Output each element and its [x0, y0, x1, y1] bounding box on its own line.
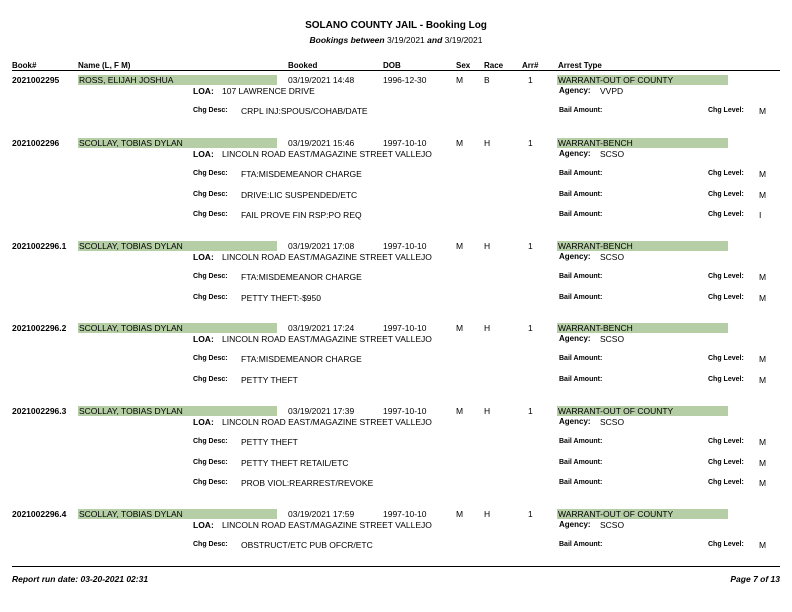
report-run-date: Report run date: 03-20-2021 02:31	[12, 574, 149, 584]
column-header-race: Race	[484, 61, 504, 70]
report-title: SOLANO COUNTY JAIL - Booking Log	[305, 20, 487, 31]
bail-amount-label: Bail Amount:	[559, 438, 603, 445]
subtitle-and: and	[427, 35, 443, 45]
subtitle-end-date: 3/19/2021	[444, 35, 483, 45]
chg-desc-value: FTA:MISDEMEANOR CHARGE	[241, 272, 362, 282]
arrest-type: WARRANT-BENCH	[557, 323, 728, 333]
bail-amount-label: Bail Amount:	[559, 479, 603, 486]
chg-level-label: Chg Level:	[708, 479, 744, 486]
arrest-type: WARRANT-OUT OF COUNTY	[557, 509, 728, 519]
charge-line	[0, 540, 792, 550]
date-of-birth: 1996-12-30	[383, 75, 427, 85]
date-of-birth: 1997-10-10	[383, 241, 427, 251]
bail-amount-label: Bail Amount:	[559, 294, 603, 301]
booking-row	[0, 75, 792, 85]
chg-desc-value: OBSTRUCT/ETC PUB OFCR/ETC	[241, 540, 373, 550]
subtitle-prefix: Bookings between	[309, 35, 385, 45]
page-number: Page 7 of 13	[730, 574, 780, 584]
chg-desc-label: Chg Desc:	[193, 191, 228, 198]
book-number: 2021002296.2	[12, 323, 67, 333]
loa-label: LOA:	[193, 252, 214, 262]
chg-desc-label: Chg Desc:	[193, 170, 228, 177]
book-number: 2021002296.3	[12, 406, 67, 416]
bail-amount-label: Bail Amount:	[559, 355, 603, 362]
arrest-count: 1	[528, 138, 533, 148]
chg-desc-value: PROB VIOL:REARREST/REVOKE	[241, 478, 374, 488]
sex-value: M	[456, 75, 464, 85]
chg-desc-label: Chg Desc:	[193, 355, 228, 362]
arrest-count: 1	[528, 241, 533, 251]
agency-value: SCSO	[600, 334, 625, 344]
chg-level-label: Chg Level:	[708, 107, 744, 114]
bail-amount-label: Bail Amount:	[559, 107, 603, 114]
booking-row	[0, 241, 792, 251]
date-of-birth: 1997-10-10	[383, 323, 427, 333]
chg-level-value: M	[759, 106, 767, 116]
chg-level-value: M	[759, 458, 767, 468]
loa-label: LOA:	[193, 334, 214, 344]
chg-level-label: Chg Level:	[708, 273, 744, 280]
chg-level-label: Chg Level:	[708, 541, 744, 548]
bail-amount-label: Bail Amount:	[559, 459, 603, 466]
charge-line	[0, 293, 792, 303]
bail-amount-label: Bail Amount:	[559, 376, 603, 383]
booked-datetime: 03/19/2021 17:08	[288, 241, 355, 251]
agency-value: SCSO	[600, 149, 625, 159]
agency-value: SCSO	[600, 417, 625, 427]
agency-value: VVPD	[600, 86, 624, 96]
location-agency-line	[0, 252, 792, 262]
chg-level-label: Chg Level:	[708, 211, 744, 218]
charge-line	[0, 437, 792, 447]
race-value: B	[484, 75, 490, 85]
charge-line	[0, 354, 792, 364]
bail-amount-label: Bail Amount:	[559, 541, 603, 548]
arrest-count: 1	[528, 323, 533, 333]
chg-level-value: M	[759, 478, 767, 488]
location-agency-line	[0, 149, 792, 159]
chg-desc-value: FTA:MISDEMEANOR CHARGE	[241, 354, 362, 364]
inmate-name: ROSS, ELIJAH JOSHUA	[78, 75, 277, 85]
inmate-name: SCOLLAY, TOBIAS DYLAN	[78, 509, 277, 519]
inmate-name: SCOLLAY, TOBIAS DYLAN	[78, 138, 277, 148]
loa-value: LINCOLN ROAD EAST/MAGAZINE STREET VALLEJO	[222, 520, 432, 530]
column-header-sex: Sex	[456, 61, 471, 70]
date-of-birth: 1997-10-10	[383, 138, 427, 148]
sex-value: M	[456, 241, 464, 251]
location-agency-line	[0, 417, 792, 427]
arrest-count: 1	[528, 509, 533, 519]
date-of-birth: 1997-10-10	[383, 406, 427, 416]
column-header-booked: Booked	[288, 61, 318, 70]
column-header-arr: Arr#	[522, 61, 539, 70]
column-header-dob: DOB	[383, 61, 401, 70]
arrest-count: 1	[528, 406, 533, 416]
agency-label: Agency:	[559, 417, 591, 426]
column-header-arrest-type: Arrest Type	[558, 61, 602, 70]
race-value: H	[484, 509, 491, 519]
arrest-type: WARRANT-OUT OF COUNTY	[557, 406, 728, 416]
chg-level-value: M	[759, 354, 767, 364]
report-subtitle	[0, 35, 792, 45]
sex-value: M	[456, 138, 464, 148]
chg-level-value: I	[759, 210, 762, 220]
arrest-count: 1	[528, 75, 533, 85]
inmate-name: SCOLLAY, TOBIAS DYLAN	[78, 406, 277, 416]
chg-desc-label: Chg Desc:	[193, 107, 228, 114]
charge-line	[0, 190, 792, 200]
location-agency-line	[0, 86, 792, 96]
loa-label: LOA:	[193, 149, 214, 159]
chg-desc-value: FAIL PROVE FIN RSP:PO REQ	[241, 210, 362, 220]
chg-level-value: M	[759, 540, 767, 550]
chg-desc-label: Chg Desc:	[193, 541, 228, 548]
chg-desc-label: Chg Desc:	[193, 376, 228, 383]
booking-row	[0, 406, 792, 416]
chg-level-value: M	[759, 437, 767, 447]
charge-line	[0, 272, 792, 282]
charge-line	[0, 210, 792, 220]
arrest-type: WARRANT-BENCH	[557, 138, 728, 148]
agency-value: SCSO	[600, 520, 625, 530]
chg-level-label: Chg Level:	[708, 355, 744, 362]
chg-level-value: M	[759, 190, 767, 200]
sex-value: M	[456, 406, 464, 416]
chg-desc-label: Chg Desc:	[193, 294, 228, 301]
loa-label: LOA:	[193, 417, 214, 427]
race-value: H	[484, 138, 491, 148]
loa-value: LINCOLN ROAD EAST/MAGAZINE STREET VALLEJO	[222, 149, 432, 159]
charge-line	[0, 478, 792, 488]
inmate-name: SCOLLAY, TOBIAS DYLAN	[78, 241, 277, 251]
charge-line	[0, 169, 792, 179]
chg-desc-label: Chg Desc:	[193, 273, 228, 280]
chg-level-label: Chg Level:	[708, 376, 744, 383]
arrest-type: WARRANT-BENCH	[557, 241, 728, 251]
race-value: H	[484, 323, 491, 333]
booked-datetime: 03/19/2021 15:46	[288, 138, 355, 148]
book-number: 2021002296	[12, 138, 60, 148]
chg-desc-label: Chg Desc:	[193, 459, 228, 466]
agency-value: SCSO	[600, 252, 625, 262]
chg-desc-label: Chg Desc:	[193, 438, 228, 445]
booked-datetime: 03/19/2021 14:48	[288, 75, 355, 85]
footer-rule	[12, 566, 780, 567]
booking-row	[0, 138, 792, 148]
loa-value: LINCOLN ROAD EAST/MAGAZINE STREET VALLEJO	[222, 334, 432, 344]
bail-amount-label: Bail Amount:	[559, 170, 603, 177]
booked-datetime: 03/19/2021 17:39	[288, 406, 355, 416]
chg-level-label: Chg Level:	[708, 459, 744, 466]
chg-desc-value: PETTY THEFT RETAIL/ETC	[241, 458, 349, 468]
chg-desc-value: DRIVE:LIC SUSPENDED/ETC	[241, 190, 358, 200]
booking-row	[0, 323, 792, 333]
inmate-name: SCOLLAY, TOBIAS DYLAN	[78, 323, 277, 333]
booking-row	[0, 509, 792, 519]
column-header-name: Name (L, F M)	[78, 61, 131, 70]
book-number: 2021002295	[12, 75, 60, 85]
agency-label: Agency:	[559, 252, 591, 261]
chg-level-label: Chg Level:	[708, 294, 744, 301]
chg-level-label: Chg Level:	[708, 170, 744, 177]
chg-desc-label: Chg Desc:	[193, 211, 228, 218]
chg-desc-label: Chg Desc:	[193, 479, 228, 486]
bail-amount-label: Bail Amount:	[559, 273, 603, 280]
loa-label: LOA:	[193, 86, 214, 96]
agency-label: Agency:	[559, 334, 591, 343]
location-agency-line	[0, 520, 792, 530]
chg-desc-value: PETTY THEFT	[241, 375, 298, 385]
book-number: 2021002296.4	[12, 509, 67, 519]
charge-line	[0, 458, 792, 468]
chg-desc-value: CRPL INJ:SPOUS/COHAB/DATE	[241, 106, 368, 116]
charge-line	[0, 106, 792, 116]
charge-line	[0, 375, 792, 385]
sex-value: M	[456, 509, 464, 519]
agency-label: Agency:	[559, 520, 591, 529]
agency-label: Agency:	[559, 149, 591, 158]
loa-value: LINCOLN ROAD EAST/MAGAZINE STREET VALLEJO	[222, 252, 432, 262]
location-agency-line	[0, 334, 792, 344]
arrest-type: WARRANT-OUT OF COUNTY	[557, 75, 728, 85]
chg-desc-value: FTA:MISDEMEANOR CHARGE	[241, 169, 362, 179]
bail-amount-label: Bail Amount:	[559, 191, 603, 198]
chg-level-value: M	[759, 272, 767, 282]
chg-level-value: M	[759, 293, 767, 303]
booked-datetime: 03/19/2021 17:24	[288, 323, 355, 333]
agency-label: Agency:	[559, 86, 591, 95]
loa-label: LOA:	[193, 520, 214, 530]
bail-amount-label: Bail Amount:	[559, 211, 603, 218]
chg-desc-value: PETTY THEFT	[241, 437, 298, 447]
book-number: 2021002296.1	[12, 241, 67, 251]
chg-level-value: M	[759, 169, 767, 179]
chg-level-value: M	[759, 375, 767, 385]
date-of-birth: 1997-10-10	[383, 509, 427, 519]
header-rule	[12, 70, 780, 71]
race-value: H	[484, 241, 491, 251]
loa-value: LINCOLN ROAD EAST/MAGAZINE STREET VALLEJO	[222, 417, 432, 427]
booked-datetime: 03/19/2021 17:59	[288, 509, 355, 519]
column-header-book: Book#	[12, 61, 37, 70]
chg-level-label: Chg Level:	[708, 191, 744, 198]
loa-value: 107 LAWRENCE DRIVE	[222, 86, 315, 96]
race-value: H	[484, 406, 491, 416]
chg-level-label: Chg Level:	[708, 438, 744, 445]
chg-desc-value: PETTY THEFT:-$950	[241, 293, 321, 303]
subtitle-start-date: 3/19/2021	[386, 35, 425, 45]
sex-value: M	[456, 323, 464, 333]
